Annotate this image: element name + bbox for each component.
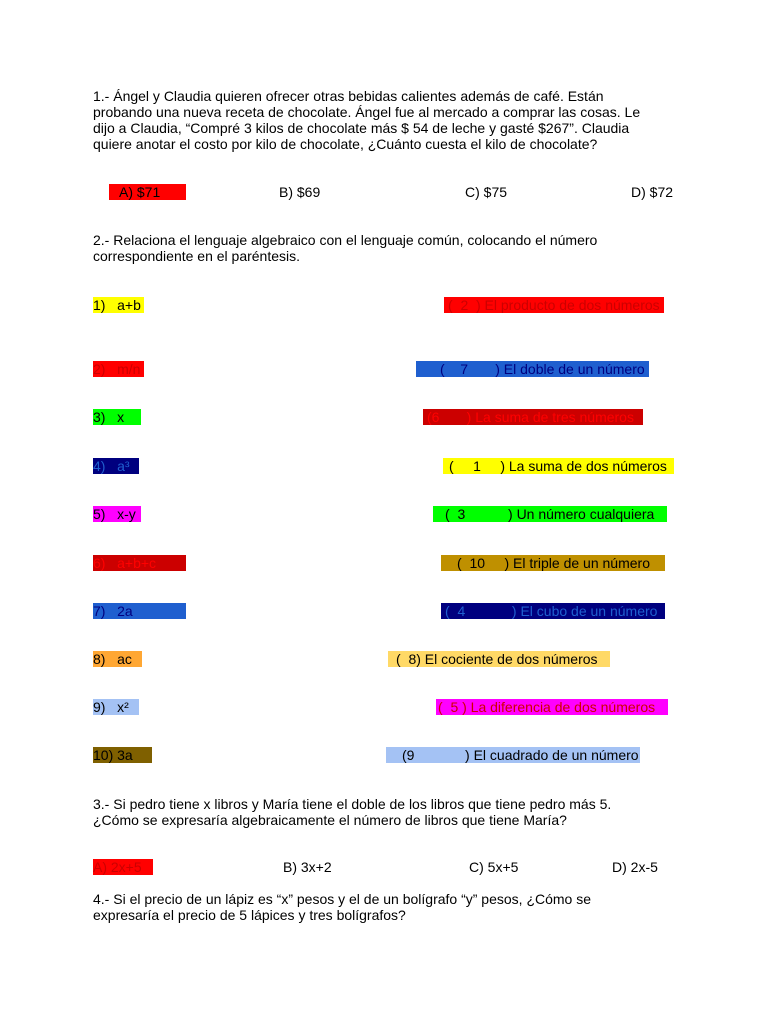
q2-right-3: (6 ) La suma de tres números (423, 409, 643, 425)
q3-option-a: A) 2x+5 (93, 859, 153, 875)
q2-left-5: 5) x-y (93, 506, 141, 522)
q2-left-1: 1) a+b (93, 297, 144, 313)
q1-option-a (109, 184, 186, 200)
q2-left-2: 2) m/n (93, 361, 144, 377)
q2-left-3: 3) x (93, 409, 141, 425)
q2-right-6: ( 10 ) El triple de un número (441, 555, 665, 571)
question-4-text: 4.- Si el precio de un lápiz es “x” pesos y el de un bolígrafo “y” pesos, ¿Cómo se expresaría el precio de 5 lápices y tres bolígrafos? (93, 891, 592, 923)
q2-left-8: 8) ac (93, 651, 142, 667)
question-3-text: 3.- Si pedro tiene x libros y María tiene el doble de los libros que tiene pedro más 5. ¿Cómo se expresaría algebraicamente el número de libros que tiene María? (93, 796, 612, 828)
q2-right-5: ( 3 ) Un número cualquiera (433, 506, 667, 522)
question-1-text: 1.- Ángel y Claudia quieren ofrecer otras bebidas calientes además de café. Están probando una nueva receta de chocolate. Ángel fue al mercado a comprar las cosas. Le dijo a Claudia, “Compré 3 kilos de chocolate más $ 54 de leche y gasté $267”. Claudia quiere anotar el costo por kilo de chocolate, ¿Cuánto cuesta el kilo de chocolate? (93, 88, 641, 152)
q2-right-10: (9 ) El cuadrado de un número (386, 747, 640, 763)
q2-left-10: 10) 3a (93, 747, 152, 763)
q2-left-4: 4) a³ (93, 458, 139, 474)
q1-option-b: B) $69 (279, 184, 321, 200)
q3-option-c: C) 5x+5 (469, 859, 519, 875)
q2-right-2: ( 7 ) El doble de un número (416, 361, 649, 377)
q2-right-7: ( 4 ) El cubo de un número (441, 603, 665, 619)
q1-option-d: D) $72 (631, 184, 674, 200)
q2-right-4: ( 1 ) La suma de dos números (443, 458, 674, 474)
q3-option-d: D) 2x-5 (612, 859, 658, 875)
q2-right-8: ( 8) El cociente de dos números (388, 651, 610, 667)
q3-option-b: B) 3x+2 (283, 859, 332, 875)
q2-left-7: 7) 2a (93, 603, 186, 619)
q2-right-1: ( 2 ) El producto de dos números (444, 297, 664, 313)
q1-option-a-label: A) $71 (119, 184, 161, 200)
q2-right-9: ( 5 ) La diferencia de dos números (436, 699, 668, 715)
q1-option-c: C) $75 (465, 184, 508, 200)
question-2-text: 2.- Relaciona el lenguaje algebraico con el lenguaje común, colocando el número correspondiente en el paréntesis. (93, 232, 598, 264)
q2-left-9: 9) x² (93, 699, 139, 715)
q2-left-6: 6) a+b+c (93, 555, 186, 571)
